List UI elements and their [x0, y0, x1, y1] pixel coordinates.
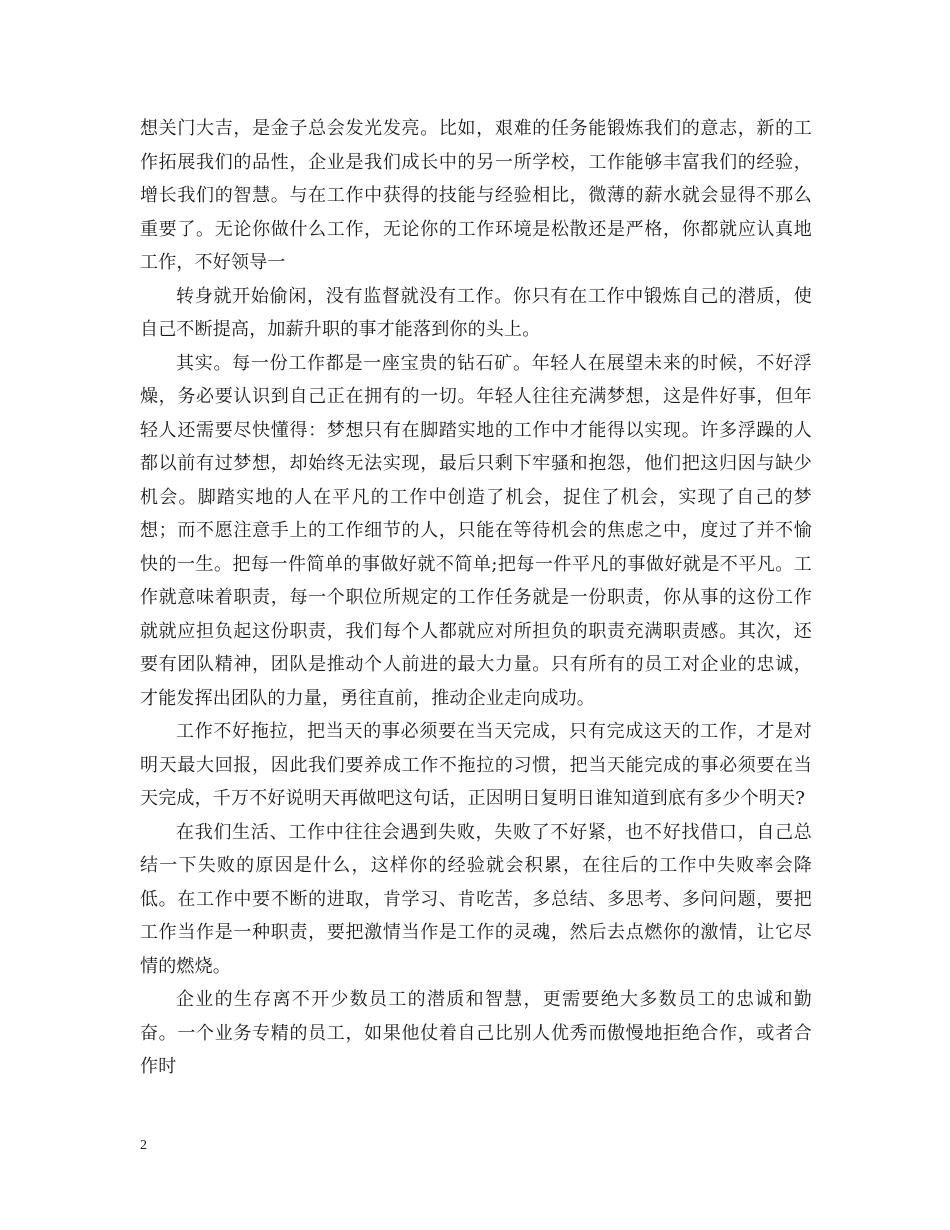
paragraph: 其实。每一份工作都是一座宝贵的钻石矿。年轻人在展望未来的时候，不好浮燥，务必要认识到自己正在拥有的一切。年轻人往往充满梦想，这是件好事，但年轻人还需要尽快懂得：梦想只有在脚踏实地的工作中才能得以实现。许多浮躁的人都以前有过梦想，却始终无法实现，最后只剩下牢骚和抱怨，他们把这归因与缺少机会。脚踏实地的人在平凡的工作中创造了机会，捉住了机会，实现了自己的梦想；而不愿注意手上的工作细节的人，只能在等待机会的焦虑之中，度过了并不愉快的一生。把每一件简单的事做好就不简单;把每一件平凡的事做好就是不平凡。工作就意味着职责，每一个职位所规定的工作任务就是一份职责，你从事的这份工作就就应担负起这份职责，我们每个人都就应对所担负的职责充满职责感。其次，还要有团队精神，团队是推动个人前进的最大力量。只有所有的员工对企业的忠诚，才能发挥出团队的力量，勇往直前，推动企业走向成功。 — [140, 352, 812, 709]
page-number: 2 — [140, 1138, 147, 1153]
paragraph: 在我们生活、工作中往往会遇到失败，失败了不好紧，也不好找借口，自己总结一下失败的原因是什么，这样你的经验就会积累，在往后的工作中失败率会降低。在工作中要不断的进取，肯学习、肯吃苦，多总结、多思考、多问问题，要把工作当作是一种职责，要把激情当作是工作的灵魂，然后去点燃你的激情，让它尽情的燃烧。 — [140, 821, 812, 977]
paragraph: 工作不好拖拉，把当天的事必须要在当天完成，只有完成这天的工作，才是对明天最大回报，因此我们要养成工作不拖拉的习惯，把当天能完成的事必须要在当天完成，千万不好说明天再做吧这句话，正因明日复明日谁知道到底有多少个明天? — [140, 721, 812, 809]
paragraph: 转身就开始偷闲，没有监督就没有工作。你只有在工作中锻炼自己的潜质，使自己不断提高，加薪升职的事才能落到你的头上。 — [140, 285, 812, 340]
paragraph: 想关门大吉，是金子总会发光发亮。比如，艰难的任务能锻炼我们的意志，新的工作拓展我们的品性，企业是我们成长中的另一所学校，工作能够丰富我们的经验，增长我们的智慧。与在工作中获得的技能与经验相比，微薄的薪水就会显得不那么重要了。无论你做什么工作，无论你的工作环境是松散还是严格，你都就应认真地工作，不好领导一 — [140, 118, 812, 273]
paragraph: 企业的生存离不开少数员工的潜质和智慧，更需要绝大多数员工的忠诚和勤奋。一个业务专精的员工，如果他仗着自己比别人优秀而傲慢地拒绝合作，或者合作时 — [140, 989, 812, 1077]
body-text — [140, 112, 812, 1084]
